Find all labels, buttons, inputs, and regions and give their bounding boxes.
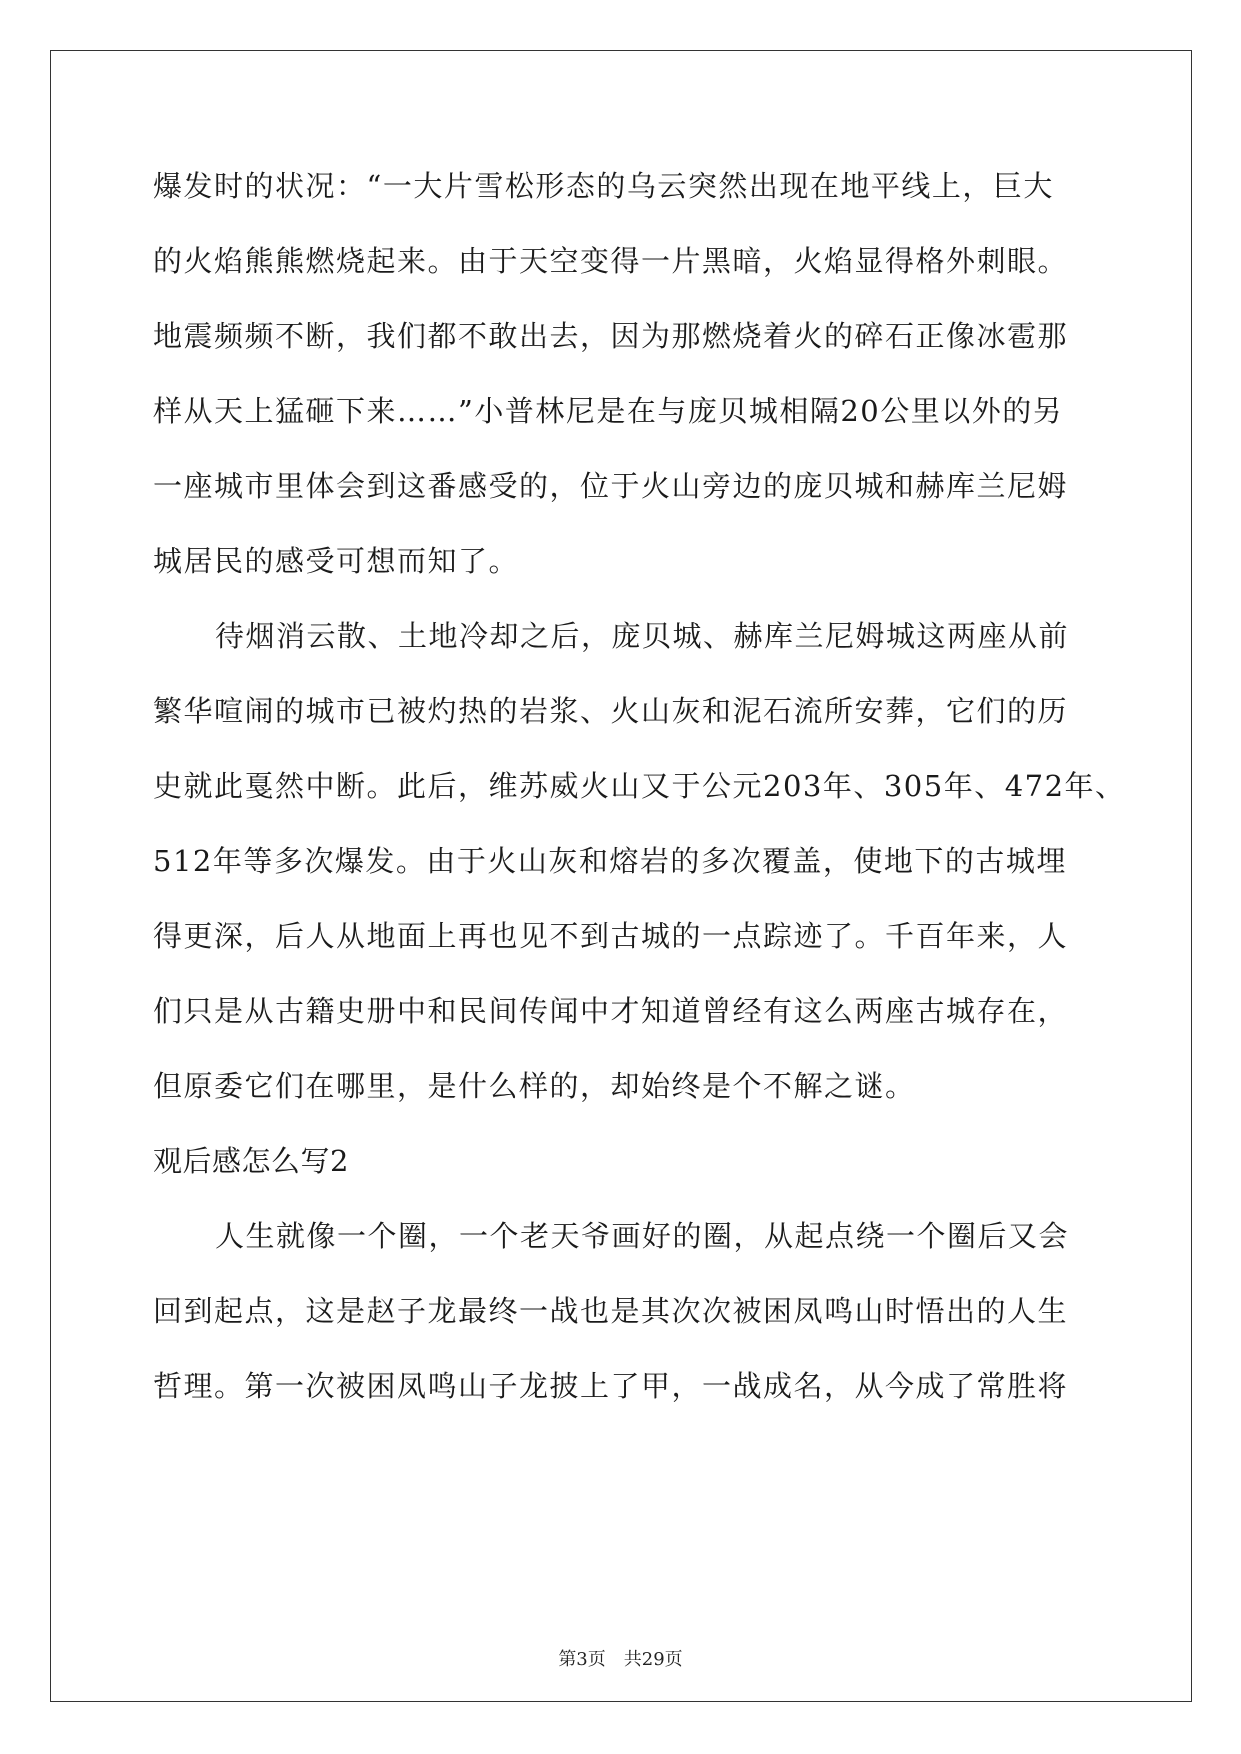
document-body — [153, 163, 1126, 1438]
text-line: 回到起点，这是赵子龙最终一战也是其次次被困凤鸣山时悟出的人生 — [153, 1294, 1069, 1328]
text-line: 一座城市里体会到这番感受的，位于火山旁边的庞贝城和赫库兰尼姆 — [153, 469, 1069, 503]
text-line: 但原委它们在哪里，是什么样的，却始终是个不解之谜。 — [153, 1069, 916, 1103]
page-number: 第3页 — [558, 1649, 606, 1670]
page-footer — [0, 1645, 1241, 1671]
page-total: 共29页 — [623, 1649, 683, 1670]
text-line: 哲理。第一次被困凤鸣山子龙披上了甲，一战成名，从今成了常胜将 — [153, 1369, 1069, 1403]
text-line: 繁华喧闹的城市已被灼热的岩浆、火山灰和泥石流所安葬，它们的历 — [153, 694, 1069, 728]
text-line: 待烟消云散、土地冷却之后，庞贝城、赫库兰尼姆城这两座从前 — [215, 619, 1070, 653]
text-line: 地震频频不断，我们都不敢出去，因为那燃烧着火的碎石正像冰雹那 — [153, 319, 1069, 353]
text-line: 样从天上猛砸下来……”小普林尼是在与庞贝城相隔20公里以外的另 — [153, 394, 1064, 428]
text-line: 史就此戛然中断。此后，维苏威火山又于公元203年、305年、472年、 — [153, 769, 1126, 803]
text-line: 的火焰熊熊燃烧起来。由于天空变得一片黑暗，火焰显得格外刺眼。 — [153, 244, 1069, 278]
section-heading: 观后感怎么写2 — [153, 1144, 349, 1178]
text-line: 城居民的感受可想而知了。 — [153, 544, 520, 578]
text-line: 512年等多次爆发。由于火山灰和熔岩的多次覆盖，使地下的古城埋 — [153, 844, 1067, 878]
text-line: 得更深，后人从地面上再也见不到古城的一点踪迹了。千百年来，人 — [153, 919, 1069, 953]
text-line: 爆发时的状况：“一大片雪松形态的乌云突然出现在地平线上，巨大 — [153, 169, 1054, 203]
text-line: 们只是从古籍史册中和民间传闻中才知道曾经有这么两座古城存在， — [153, 994, 1069, 1028]
text-line: 人生就像一个圈，一个老天爷画好的圈，从起点绕一个圈后又会 — [215, 1219, 1070, 1253]
